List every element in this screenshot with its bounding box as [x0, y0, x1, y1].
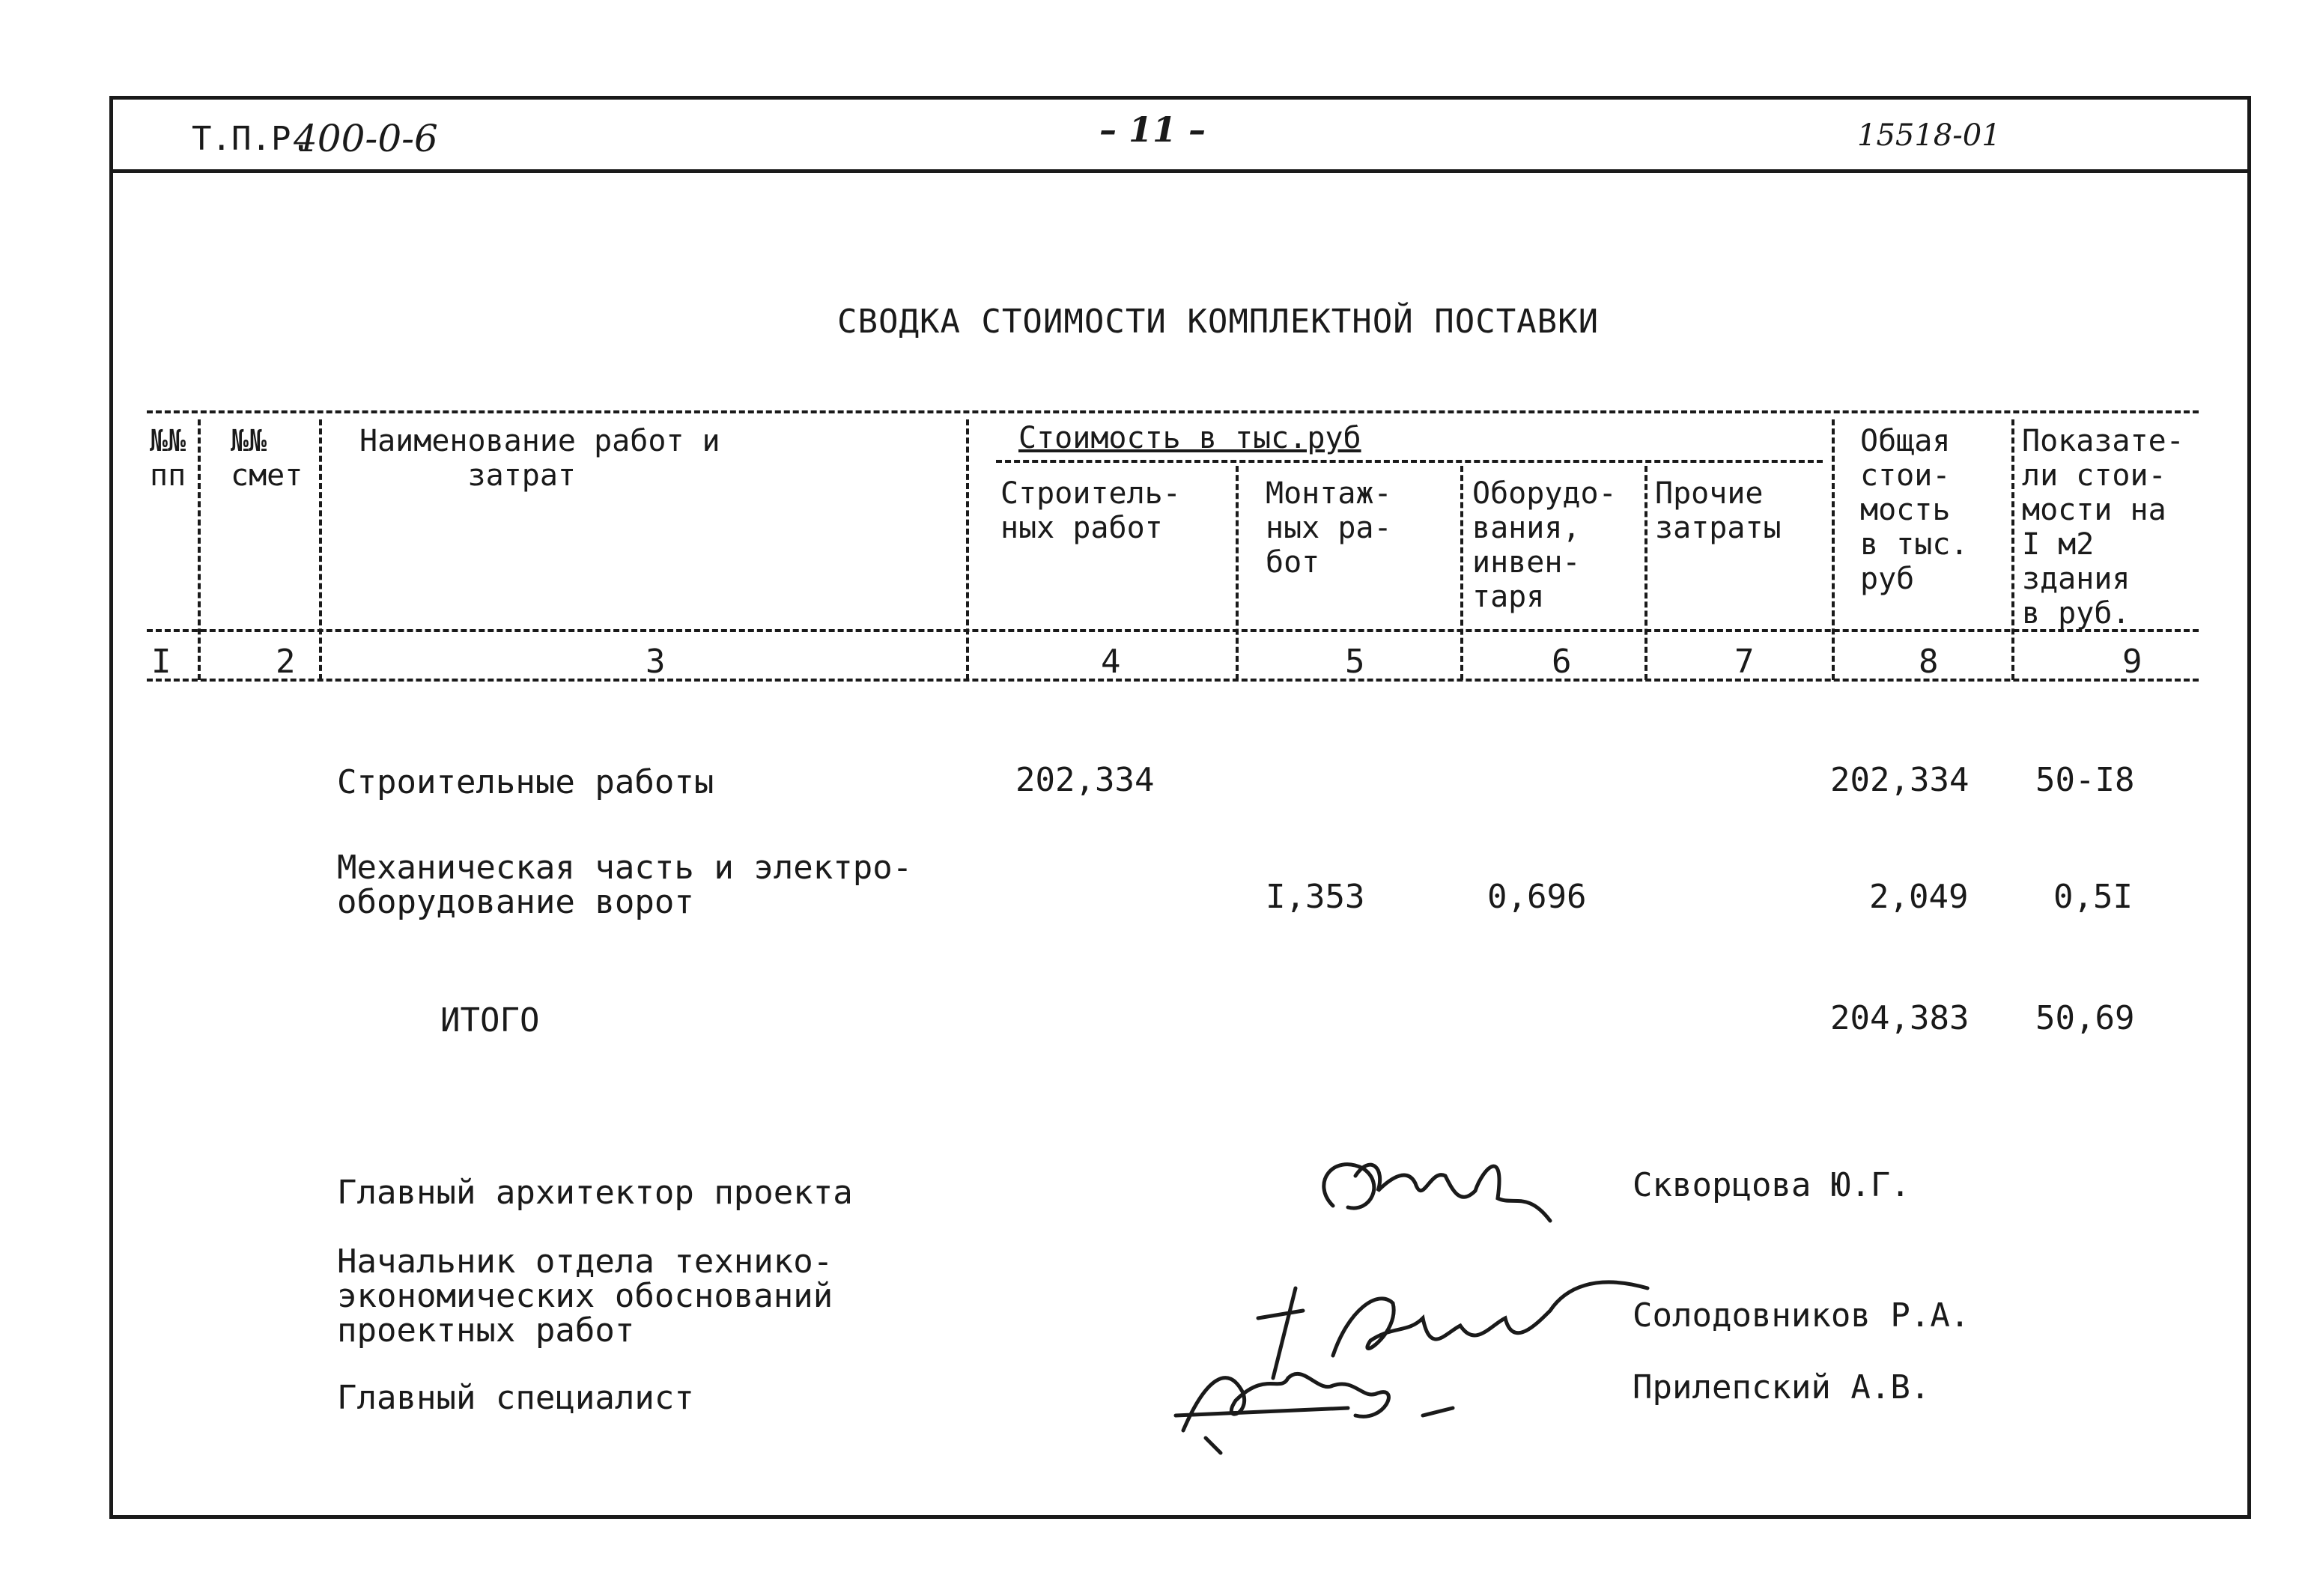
col-header-1: №№ пп [150, 424, 186, 493]
col-number-9: 9 [2122, 643, 2142, 681]
col-number-8: 8 [1919, 643, 1939, 681]
col-sep-5 [1460, 466, 1463, 680]
signatory-2-name: Солодовников Р.А. [1633, 1296, 1970, 1335]
col-header-6: Оборудо- вания, инвен- таря [1472, 476, 1617, 614]
signatory-1-name: Скворцова Ю.Г. [1633, 1166, 1910, 1204]
col-number-1: I [151, 643, 171, 681]
col-sep-2 [319, 419, 322, 680]
col-header-5: Монтаж- ных ра- бот [1266, 476, 1392, 580]
col-header-2: №№ смет [231, 424, 303, 493]
signatory-2-position: Начальник отдела технико- экономических обоснований проектных работ [337, 1242, 833, 1350]
header-bottom-rule [147, 629, 2199, 632]
signatory-3-name: Прилепский А.В. [1633, 1368, 1931, 1407]
col-number-rule [147, 679, 2199, 682]
signatory-1-position: Главный архитектор проекта [337, 1174, 853, 1212]
total-label: ИТОГО [440, 1001, 540, 1040]
row-1-total: 202,334 [1830, 761, 1970, 799]
total-sum: 204,383 [1830, 999, 1970, 1037]
row-2-installation: I,353 [1266, 878, 1365, 916]
row-2-equipment: 0,696 [1487, 878, 1587, 916]
sheet-code: 15518-01 [1857, 118, 2001, 153]
row-2-indicator: 0,5I [2053, 878, 2133, 916]
col-sep-1 [198, 419, 201, 680]
doc-code-number: 400-0-6 [294, 117, 438, 160]
row-1-indicator: 50-I8 [2035, 761, 2135, 799]
row-2-name: Механическая часть и электро- оборудование ворот [337, 849, 913, 921]
col-sep-8 [2011, 419, 2014, 680]
table-top-rule [147, 410, 2199, 413]
col-number-6: 6 [1552, 643, 1572, 681]
col-sep-7 [1832, 419, 1835, 680]
col-number-4: 4 [1101, 643, 1121, 681]
page-title: СВОДКА СТОИМОСТИ КОМПЛЕКТНОЙ ПОСТАВКИ [837, 303, 1600, 341]
row-1-name: Строительные работы [337, 763, 714, 801]
signatory-3-position: Главный специалист [337, 1379, 694, 1417]
col-header-7: Прочие затраты [1655, 476, 1782, 545]
row-2-total: 2,049 [1869, 878, 1969, 916]
signature-3-image [1161, 1333, 1475, 1468]
col-header-9: Показате- ли стои- мости на I м2 здания в руб. [2022, 424, 2184, 631]
col-number-7: 7 [1734, 643, 1755, 681]
col-sep-4 [1236, 466, 1239, 680]
col-header-3: Наименование работ и затрат [359, 424, 720, 493]
col-sep-3 [966, 419, 969, 680]
total-indicator: 50,69 [2035, 999, 2135, 1037]
col-header-4: Строитель- ных работ [1000, 476, 1181, 545]
col-number-2: 2 [276, 643, 296, 681]
page-number: – 11 – [1099, 109, 1206, 150]
col-number-5: 5 [1345, 643, 1365, 681]
col-header-8: Общая стои- мость в тыс. руб [1860, 424, 1969, 596]
row-1-construction: 202,334 [1015, 761, 1155, 799]
col-sep-6 [1644, 466, 1647, 680]
header-divider [109, 169, 2251, 173]
col-group-header: Стоимость в тыс.руб [1018, 421, 1361, 455]
signature-1-image [1303, 1123, 1573, 1251]
col-number-3: 3 [646, 643, 666, 681]
group-header-rule [996, 460, 1823, 463]
doc-code-prefix: Т.П.Р. [192, 120, 311, 158]
